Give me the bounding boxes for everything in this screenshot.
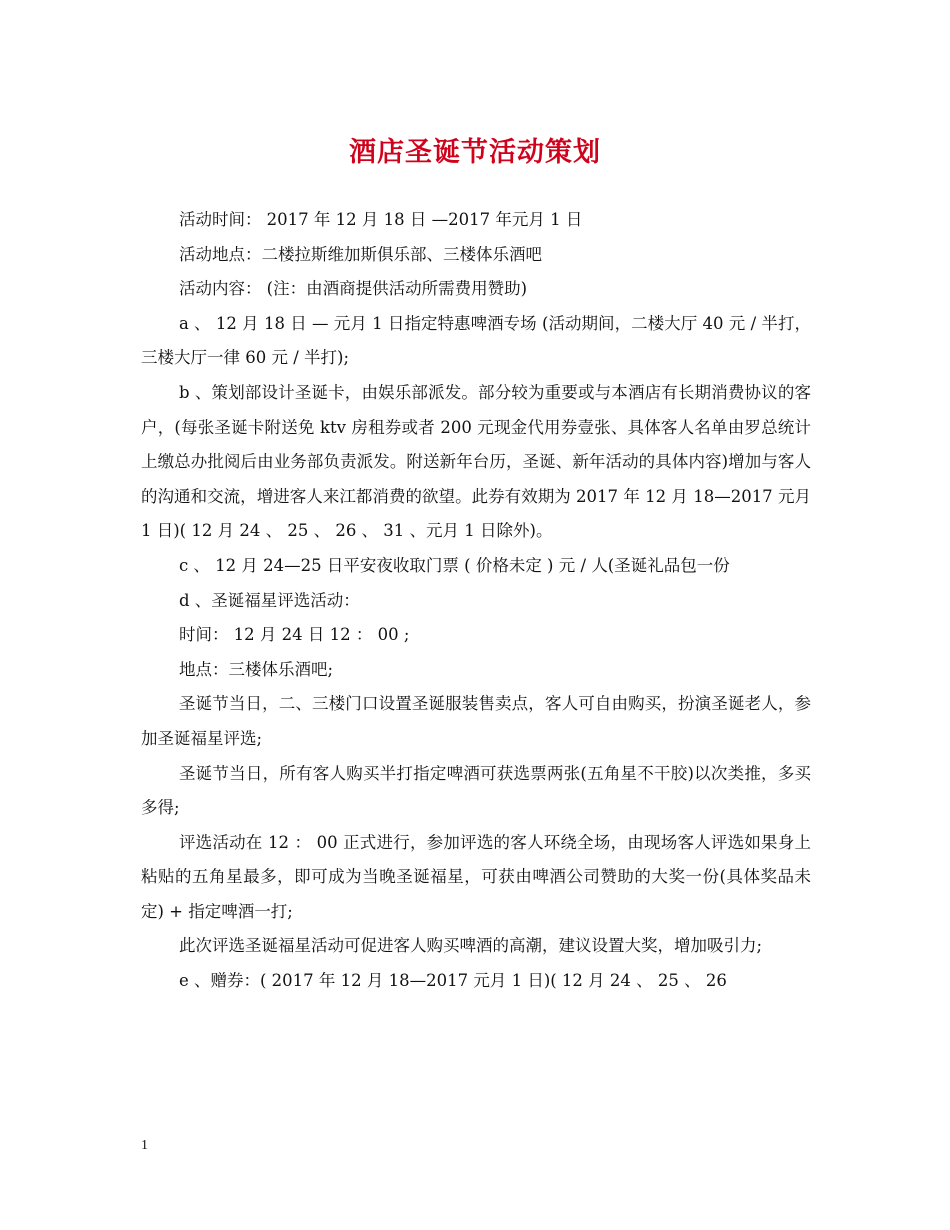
paragraph-item-a: a 、 12 月 18 日 — 元月 1 日指定特惠啤酒专场 (活动期间，二楼大厅 40 元 / 半打，三楼大厅一律 60 元 / 半打);: [141, 313, 811, 368]
document-title: 酒店圣诞节活动策划: [349, 137, 601, 168]
paragraph-selection-note: 此次评选圣诞福星活动可促进客人购买啤酒的高潮，建议设置大奖，增加吸引力;: [178, 936, 762, 956]
page-number: 1: [141, 1138, 148, 1153]
document-body: [141, 203, 811, 999]
paragraph-item-d-location: 地点：三楼体乐酒吧;: [178, 659, 333, 679]
paragraph-costume-sales: 圣诞节当日，二、三楼门口设置圣诞服装售卖点，客人可自由购买，扮演圣诞老人，参加圣诞福星评选;: [141, 694, 811, 748]
paragraph-item-b: b 、策划部设计圣诞卡，由娱乐部派发。部分较为重要或与本酒店有长期消费协议的客户，(每张圣诞卡附送免 ktv 房租券或者 200 元现金代用券壹张、具体客人名单由罗总统计上缴总办批阅后由业务部负责派发。附送新年台历，圣诞、新年活动的具体内容)增加与客人的沟通和交流，增进客人来江都消费的欲望。此券有效期为 2017 年 12 月 18—2017 元月 1 日)( 12 月 24 、 25 、 26 、 31 、元月 1 日除外)。: [141, 382, 811, 541]
paragraph-item-c: c 、 12 月 24—25 日平安夜收取门票 ( 价格未定 ) 元 / 人(圣诞礼品包一份: [178, 555, 730, 575]
paragraph-activity-location: 活动地点：二楼拉斯维加斯俱乐部、三楼体乐酒吧: [178, 244, 542, 264]
paragraph-item-e: e 、赠券：( 2017 年 12 月 18—2017 元月 1 日)( 12 月 24 、 25 、 26: [178, 971, 727, 991]
paragraph-activity-time: 活动时间： 2017 年 12 月 18 日 —2017 年元月 1 日: [178, 210, 583, 229]
paragraph-activity-content: 活动内容： (注：由酒商提供活动所需费用赞助): [178, 279, 528, 299]
paragraph-item-d: d 、圣诞福星评选活动：: [178, 590, 360, 610]
paragraph-item-d-time: 时间： 12 月 24 日 12 ： 00 ;: [178, 625, 410, 645]
paragraph-selection-process: 评选活动在 12 ： 00 正式进行，参加评选的客人环绕全场，由现场客人评选如果身上粘贴的五角星最多，即可成为当晚圣诞福星，可获由啤酒公司赞助的大奖一份(具体奖品未定) + 指定啤酒一打;: [141, 832, 811, 921]
paragraph-beer-votes: 圣诞节当日，所有客人购买半打指定啤酒可获选票两张(五角星不干胶)以次类推，多买多得;: [141, 763, 811, 818]
